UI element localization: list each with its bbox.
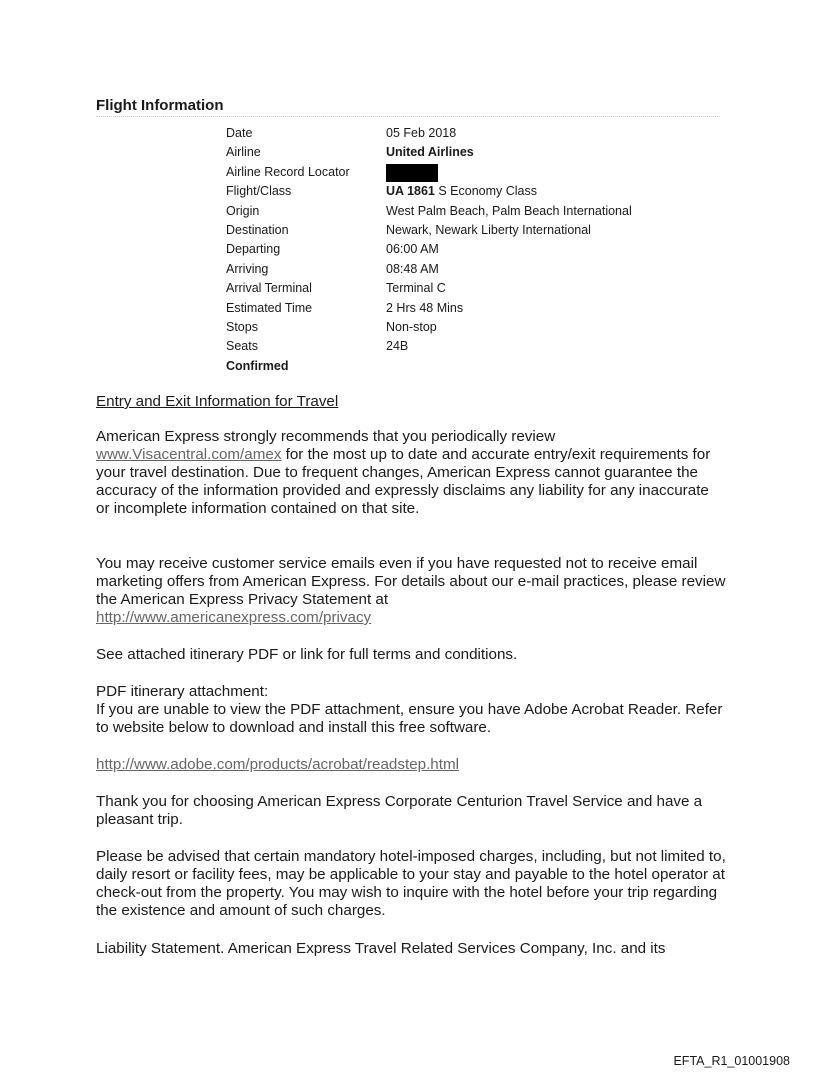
arriving-label: Arriving <box>226 261 269 276</box>
privacy-link[interactable]: http://www.americanexpress.com/privacy <box>96 609 372 626</box>
arrival-terminal-label: Arrival Terminal <box>226 281 312 296</box>
airline-label: Airline <box>226 145 261 160</box>
estimated-time-label: Estimated Time <box>226 300 313 315</box>
seats-label: Seats <box>226 339 258 354</box>
pdf-attachment-title: PDF itinerary attachment: <box>96 683 269 700</box>
customer-service-text: You may receive customer service emails even if you have requested not to receive email marketing offers from American Express. For details about our e-mail practices, please review the American Express Privacy Statement at <box>96 555 726 608</box>
row-destination <box>226 222 632 241</box>
destination-label: Destination <box>226 222 289 237</box>
row-origin <box>226 203 632 222</box>
pdf-attachment-paragraph <box>96 683 726 737</box>
stops-value: Non-stop <box>386 319 437 334</box>
thank-you-text: Thank you for choosing American Express Corporate Centurion Travel Service and have a pleasant trip. <box>96 793 703 828</box>
stops-label: Stops <box>226 319 258 334</box>
date-label: Date <box>226 126 253 140</box>
estimated-time-value: 2 Hrs 48 Mins <box>386 300 464 315</box>
flight-class-label: Flight/Class <box>226 184 292 199</box>
flight-class: S Economy Class <box>434 184 537 199</box>
document-id-footer: EFTA_R1_01001908 <box>673 1054 790 1068</box>
liability-statement-text: Liability Statement. American Express Travel Related Services Company, Inc. and its <box>96 940 666 957</box>
adobe-link-paragraph <box>96 756 726 774</box>
row-estimated-time <box>226 300 632 319</box>
confirmed-status: Confirmed <box>226 358 289 373</box>
hotel-charges-text: Please be advised that certain mandatory hotel-imposed charges, including, but not limited to, daily resort or facility fees, may be applicable to your stay and payable to the hotel operator at check-out from the property. You may wish to inquire with the hotel before your trip regarding the existence and amount of such charges. <box>96 848 726 919</box>
row-record-locator <box>226 164 632 183</box>
row-status <box>226 358 632 377</box>
pdf-attachment-text: If you are unable to view the PDF attachment, ensure you have Adobe Acrobat Reader. Refer to website below to download and install this free software. <box>96 701 723 736</box>
date-value: 05 Feb 2018 <box>386 126 457 140</box>
entry-exit-body: for the most up to date and accurate entry/exit requirements for your travel destination. Due to frequent changes, American Express cannot guarantee the accuracy of the information provided and expressly disclaims any liability for any inaccurate or incomplete information contained on that site. <box>96 446 711 517</box>
arriving-value: 08:48 AM <box>386 261 439 276</box>
entry-exit-intro: American Express strongly recommends that you periodically review <box>96 428 556 445</box>
flight-number: UA 1861 <box>386 184 435 199</box>
departing-label: Departing <box>226 242 281 257</box>
seats-value: 24B <box>386 339 409 354</box>
row-departing <box>226 241 632 260</box>
origin-value: West Palm Beach, Palm Beach International <box>386 203 632 218</box>
row-flight-class <box>226 183 632 202</box>
destination-value: Newark, Newark Liberty International <box>386 222 591 237</box>
visacentral-link[interactable]: www.Visacentral.com/amex <box>96 446 282 463</box>
adobe-link[interactable]: http://www.adobe.com/products/acrobat/readstep.html <box>96 756 460 773</box>
row-airline <box>226 144 632 163</box>
flight-info-title: Flight Information <box>96 97 720 117</box>
departing-value: 06:00 AM <box>386 242 439 257</box>
row-seats <box>226 338 632 357</box>
attached-itinerary-text: See attached itinerary PDF or link for full terms and conditions. <box>96 646 518 663</box>
redacted-record-locator <box>386 164 438 182</box>
customer-service-paragraph <box>96 555 726 627</box>
entry-exit-paragraph <box>96 428 726 518</box>
row-arriving <box>226 261 632 280</box>
record-locator-label: Airline Record Locator <box>226 164 350 179</box>
origin-label: Origin <box>226 203 260 218</box>
flight-details-table <box>226 125 632 377</box>
arrival-terminal-value: Terminal C <box>386 281 446 296</box>
entry-exit-heading: Entry and Exit Information for Travel <box>96 393 339 410</box>
row-stops <box>226 319 632 338</box>
airline-value: United Airlines <box>386 145 474 160</box>
row-arrival-terminal <box>226 280 632 299</box>
row-date <box>226 125 632 144</box>
